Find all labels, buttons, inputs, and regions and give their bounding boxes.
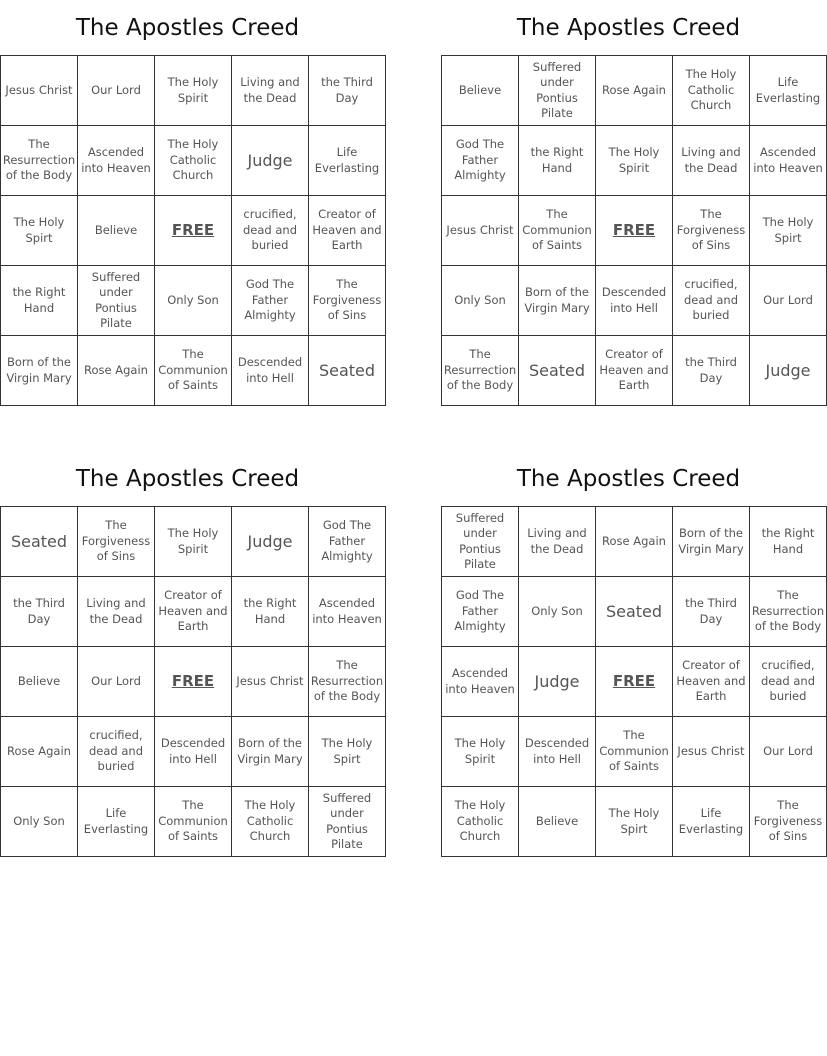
grid-cell: Life Everlasting	[673, 787, 750, 857]
grid-cell: Born of the Virgin Mary	[1, 336, 78, 406]
grid-cell: Suffered under Pontius Pilate	[519, 56, 596, 126]
grid-row	[1, 196, 386, 266]
grid-cell: Jesus Christ	[1, 56, 78, 126]
grid-cell: The Holy Spirt	[1, 196, 78, 266]
grid-cell: Born of the Virgin Mary	[673, 507, 750, 577]
grid-cell: Descended into Hell	[155, 717, 232, 787]
grid-cell: The Resurrection of the Body	[750, 577, 827, 647]
free-space-cell: FREE	[596, 647, 673, 717]
grid-cell: Suffered under Pontius Pilate	[309, 787, 386, 857]
grid-cell: Seated	[309, 336, 386, 406]
grid-cell: The Holy Spirt	[596, 787, 673, 857]
grid-cell: Only Son	[442, 266, 519, 336]
grid-cell: the Third Day	[673, 577, 750, 647]
grid-cell: The Communion of Saints	[155, 787, 232, 857]
grid-cell: crucified, dead and buried	[232, 196, 309, 266]
grid-cell: Ascended into Heaven	[309, 577, 386, 647]
grid-cell: Ascended into Heaven	[78, 126, 155, 196]
bingo-grid	[441, 506, 827, 857]
grid-cell: The Holy Catholic Church	[673, 56, 750, 126]
grid-row	[1, 717, 386, 787]
grid-cell: Life Everlasting	[309, 126, 386, 196]
bingo-card-1	[0, 0, 382, 406]
grid-cell: The Holy Spirt	[750, 196, 827, 266]
grid-cell: The Resurrection of the Body	[309, 647, 386, 717]
grid-cell: Our Lord	[750, 266, 827, 336]
grid-cell: Only Son	[155, 266, 232, 336]
grid-cell: The Holy Catholic Church	[155, 126, 232, 196]
grid-cell: the Right Hand	[232, 577, 309, 647]
grid-cell: Seated	[519, 336, 596, 406]
grid-cell: The Holy Catholic Church	[442, 787, 519, 857]
grid-cell: Life Everlasting	[750, 56, 827, 126]
bingo-card-4	[441, 451, 825, 857]
grid-cell: the Right Hand	[519, 126, 596, 196]
grid-cell: crucified, dead and buried	[673, 266, 750, 336]
grid-cell: God The Father Almighty	[442, 577, 519, 647]
card-title: The Apostles Creed	[75, 15, 300, 41]
grid-cell: the Third Day	[673, 336, 750, 406]
grid-cell: crucified, dead and buried	[750, 647, 827, 717]
grid-cell: Living and the Dead	[232, 56, 309, 126]
grid-row	[442, 266, 827, 336]
grid-row	[442, 126, 827, 196]
grid-row	[442, 196, 827, 266]
grid-cell: Our Lord	[78, 56, 155, 126]
grid-cell: Rose Again	[596, 507, 673, 577]
grid-cell: Descended into Hell	[519, 717, 596, 787]
grid-cell: Descended into Hell	[596, 266, 673, 336]
grid-cell: Only Son	[519, 577, 596, 647]
card-title: The Apostles Creed	[516, 15, 741, 41]
grid-row	[442, 507, 827, 577]
grid-cell: The Holy Spirit	[155, 507, 232, 577]
grid-cell: The Forgiveness of Sins	[750, 787, 827, 857]
card-title: The Apostles Creed	[516, 466, 741, 492]
grid-row	[442, 717, 827, 787]
grid-cell: Judge	[519, 647, 596, 717]
grid-row	[442, 56, 827, 126]
grid-cell: Living and the Dead	[78, 577, 155, 647]
grid-cell: Believe	[519, 787, 596, 857]
grid-cell: Suffered under Pontius Pilate	[442, 507, 519, 577]
grid-cell: Judge	[232, 507, 309, 577]
free-space-cell: FREE	[596, 196, 673, 266]
grid-cell: The Communion of Saints	[596, 717, 673, 787]
grid-cell: Our Lord	[750, 717, 827, 787]
grid-cell: God The Father Almighty	[442, 126, 519, 196]
grid-cell: Judge	[750, 336, 827, 406]
card-title: The Apostles Creed	[75, 466, 300, 492]
grid-row	[442, 577, 827, 647]
grid-cell: The Communion of Saints	[519, 196, 596, 266]
grid-cell: Rose Again	[78, 336, 155, 406]
grid-cell: Born of the Virgin Mary	[232, 717, 309, 787]
grid-cell: Ascended into Heaven	[442, 647, 519, 717]
grid-row	[442, 647, 827, 717]
bingo-grid	[441, 55, 827, 406]
grid-cell: the Right Hand	[1, 266, 78, 336]
grid-cell: Creator of Heaven and Earth	[155, 577, 232, 647]
grid-row	[1, 507, 386, 577]
grid-cell: Living and the Dead	[673, 126, 750, 196]
grid-cell: Creator of Heaven and Earth	[673, 647, 750, 717]
grid-row	[1, 336, 386, 406]
grid-cell: Jesus Christ	[442, 196, 519, 266]
grid-row	[1, 787, 386, 857]
grid-cell: Believe	[78, 196, 155, 266]
grid-cell: The Holy Spirit	[155, 56, 232, 126]
grid-cell: Creator of Heaven and Earth	[596, 336, 673, 406]
grid-cell: Only Son	[1, 787, 78, 857]
grid-cell: Our Lord	[78, 647, 155, 717]
grid-cell: The Resurrection of the Body	[1, 126, 78, 196]
grid-cell: Living and the Dead	[519, 507, 596, 577]
grid-cell: Seated	[1, 507, 78, 577]
bingo-card-3	[0, 451, 384, 857]
grid-cell: crucified, dead and buried	[78, 717, 155, 787]
grid-cell: Judge	[232, 126, 309, 196]
grid-cell: The Resurrection of the Body	[442, 336, 519, 406]
grid-cell: Life Everlasting	[78, 787, 155, 857]
grid-cell: Believe	[442, 56, 519, 126]
grid-cell: God The Father Almighty	[232, 266, 309, 336]
bingo-grid	[0, 55, 386, 406]
grid-cell: Suffered under Pontius Pilate	[78, 266, 155, 336]
grid-cell: Jesus Christ	[673, 717, 750, 787]
grid-cell: Descended into Hell	[232, 336, 309, 406]
grid-cell: Jesus Christ	[232, 647, 309, 717]
grid-row	[442, 787, 827, 857]
grid-cell: Creator of Heaven and Earth	[309, 196, 386, 266]
grid-cell: the Right Hand	[750, 507, 827, 577]
grid-row	[1, 577, 386, 647]
bingo-grid	[0, 506, 386, 857]
grid-row	[1, 266, 386, 336]
grid-cell: Ascended into Heaven	[750, 126, 827, 196]
grid-cell: The Holy Catholic Church	[232, 787, 309, 857]
grid-cell: The Forgiveness of Sins	[309, 266, 386, 336]
grid-cell: the Third Day	[309, 56, 386, 126]
free-space-cell: FREE	[155, 196, 232, 266]
grid-cell: The Holy Spirit	[596, 126, 673, 196]
grid-row	[1, 56, 386, 126]
grid-row	[1, 647, 386, 717]
grid-cell: the Third Day	[1, 577, 78, 647]
grid-cell: Born of the Virgin Mary	[519, 266, 596, 336]
grid-cell: Believe	[1, 647, 78, 717]
grid-cell: God The Father Almighty	[309, 507, 386, 577]
grid-cell: The Holy Spirit	[442, 717, 519, 787]
bingo-card-2	[441, 0, 823, 406]
grid-cell: Seated	[596, 577, 673, 647]
grid-cell: The Forgiveness of Sins	[673, 196, 750, 266]
grid-row	[1, 126, 386, 196]
grid-row	[442, 336, 827, 406]
free-space-cell: FREE	[155, 647, 232, 717]
grid-cell: The Communion of Saints	[155, 336, 232, 406]
grid-cell: Rose Again	[596, 56, 673, 126]
grid-cell: Rose Again	[1, 717, 78, 787]
grid-cell: The Holy Spirt	[309, 717, 386, 787]
grid-cell: The Forgiveness of Sins	[78, 507, 155, 577]
